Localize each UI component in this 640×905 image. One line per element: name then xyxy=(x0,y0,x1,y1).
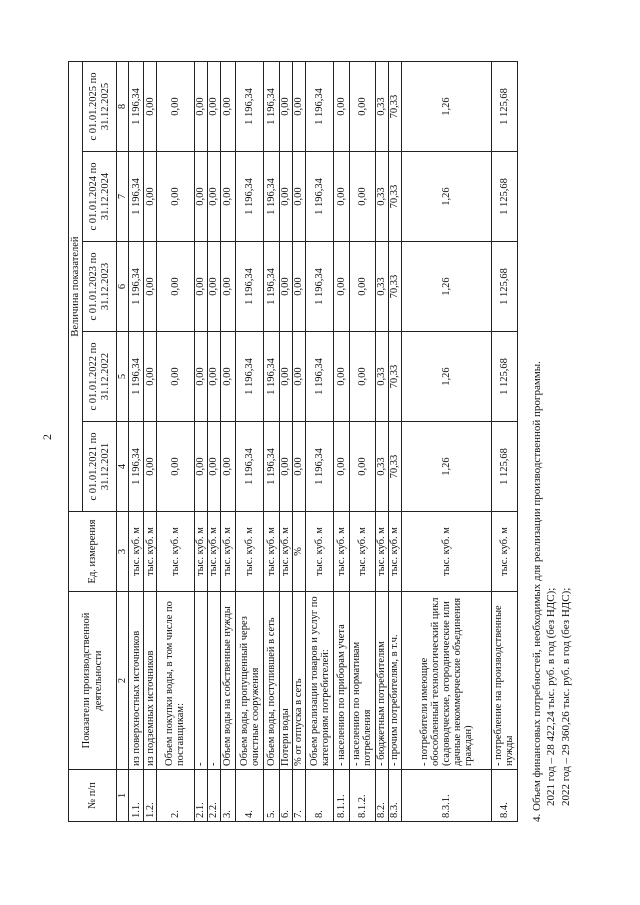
table-row xyxy=(305,62,333,822)
table-row xyxy=(402,62,492,822)
row-value: 0,00 xyxy=(292,242,305,332)
row-value: 0,00 xyxy=(220,152,235,242)
row-label: - прочим потребителям, в т.ч. xyxy=(388,592,401,770)
note-line: 2022 год – 29 360,26 тыс. руб. в год (без НДС); xyxy=(559,587,572,806)
row-value: 70,33 xyxy=(388,62,401,152)
column-number: 2 xyxy=(117,592,129,770)
column-number: 6 xyxy=(117,242,129,332)
row-label: - потребление на производственные нужды xyxy=(491,592,517,770)
row-number: 8.3.1. xyxy=(402,770,492,822)
header-num: № п/п xyxy=(69,770,117,822)
table-row xyxy=(292,62,305,822)
row-value: 70,33 xyxy=(388,422,401,512)
row-unit: тыс. куб. м xyxy=(491,512,517,592)
row-label: - xyxy=(194,592,207,770)
row-value: 1,26 xyxy=(402,62,492,152)
row-unit: тыс. куб. м xyxy=(220,512,235,592)
row-label: Объем реализации товаров и услуг по категориям потребителей: xyxy=(305,592,333,770)
header-period: с 01.01.2024 по 31.12.2024 xyxy=(83,152,117,242)
row-value: 0,33 xyxy=(375,422,388,512)
row-value: 1 196,34 xyxy=(305,332,333,422)
row-unit: тыс. куб. м xyxy=(264,512,279,592)
row-label: из поверхностных источников xyxy=(129,592,144,770)
row-value: 0,00 xyxy=(157,422,194,512)
row-label: % от отпуска в сеть xyxy=(292,592,305,770)
row-value: 0,00 xyxy=(220,242,235,332)
row-value: 0,00 xyxy=(349,152,375,242)
row-value: 0,00 xyxy=(279,422,292,512)
row-number: 8.3. xyxy=(388,770,401,822)
row-number: 8.4. xyxy=(491,770,517,822)
row-label: Объем воды, пропущенный через очистные сооружения xyxy=(236,592,264,770)
row-value: 0,00 xyxy=(279,152,292,242)
rotated-content xyxy=(68,62,572,822)
row-value: 1 196,34 xyxy=(129,242,144,332)
row-value: 0,00 xyxy=(157,332,194,422)
table-row xyxy=(220,62,235,822)
row-value: 0,00 xyxy=(144,152,157,242)
row-unit: тыс. куб. м xyxy=(129,512,144,592)
row-value: 1 196,34 xyxy=(264,62,279,152)
page-number: 2 xyxy=(40,434,54,440)
row-number: 8.2. xyxy=(375,770,388,822)
row-value: 0,33 xyxy=(375,242,388,332)
row-number: 8.1.1. xyxy=(334,770,349,822)
row-value: 0,33 xyxy=(375,152,388,242)
row-value: 1 196,34 xyxy=(264,152,279,242)
row-value: 1 196,34 xyxy=(236,332,264,422)
row-label: Объем покупки воды, в том числе по поставщикам: xyxy=(157,592,194,770)
row-value: 0,00 xyxy=(220,62,235,152)
row-value: 0,00 xyxy=(220,422,235,512)
row-unit: тыс. куб. м xyxy=(236,512,264,592)
row-value: 1 196,34 xyxy=(305,152,333,242)
row-value: 1,26 xyxy=(402,422,492,512)
row-value: 0,00 xyxy=(207,422,220,512)
row-value: 0,00 xyxy=(334,62,349,152)
row-value: 0,00 xyxy=(144,62,157,152)
table-row xyxy=(129,62,144,822)
header-unit: Ед. измерения xyxy=(69,512,117,592)
note-line: 2021 год – 28 422,24 тыс. руб. в год (без НДС); xyxy=(545,587,558,806)
row-value: 0,00 xyxy=(279,332,292,422)
row-value: 0,00 xyxy=(349,62,375,152)
row-value: 1,26 xyxy=(402,242,492,332)
row-value: 0,00 xyxy=(220,332,235,422)
column-number: 8 xyxy=(117,62,129,152)
row-label: Потери воды xyxy=(279,592,292,770)
row-value: 0,00 xyxy=(334,242,349,332)
row-value: 0,00 xyxy=(292,422,305,512)
row-value: 0,00 xyxy=(194,332,207,422)
row-unit: тыс. куб. м xyxy=(305,512,333,592)
row-value: 0,00 xyxy=(207,62,220,152)
row-unit: тыс. куб. м xyxy=(402,512,492,592)
row-value: 0,00 xyxy=(292,62,305,152)
row-number: 3. xyxy=(220,770,235,822)
row-value: 1 196,34 xyxy=(264,242,279,332)
header-period: с 01.01.2023 по 31.12.2023 xyxy=(83,242,117,332)
row-value: 0,00 xyxy=(207,242,220,332)
row-number: 1.1. xyxy=(129,770,144,822)
row-value: 1 196,34 xyxy=(305,422,333,512)
row-value: 0,00 xyxy=(334,332,349,422)
row-number: 8.1.2. xyxy=(349,770,375,822)
column-number: 3 xyxy=(117,512,129,592)
row-value: 0,00 xyxy=(279,62,292,152)
row-value: 0,00 xyxy=(292,332,305,422)
row-unit: тыс. куб. м xyxy=(375,512,388,592)
table-row xyxy=(334,62,349,822)
row-value: 0,33 xyxy=(375,62,388,152)
row-value: 1 125,68 xyxy=(491,422,517,512)
row-value: 0,00 xyxy=(334,152,349,242)
column-number: 4 xyxy=(117,422,129,512)
row-value: 0,00 xyxy=(157,62,194,152)
row-unit: тыс. куб. м xyxy=(207,512,220,592)
row-value: 0,00 xyxy=(194,62,207,152)
table-row xyxy=(157,62,194,822)
row-value: 0,00 xyxy=(207,152,220,242)
table-row xyxy=(264,62,279,822)
row-value: 0,00 xyxy=(207,332,220,422)
row-value: 1 196,34 xyxy=(129,422,144,512)
column-number: 5 xyxy=(117,332,129,422)
row-value: 70,33 xyxy=(388,242,401,332)
row-number: 6. xyxy=(279,770,292,822)
row-unit: тыс. куб. м xyxy=(334,512,349,592)
header-values-group: Величина показателей xyxy=(69,62,83,512)
row-unit: тыс. куб. м xyxy=(349,512,375,592)
table-row xyxy=(194,62,207,822)
row-number: 5. xyxy=(264,770,279,822)
production-indicators-table xyxy=(68,61,518,822)
column-number: 7 xyxy=(117,152,129,242)
row-value: 1 196,34 xyxy=(236,242,264,332)
row-value: 1 125,68 xyxy=(491,152,517,242)
row-value: 1 196,34 xyxy=(129,62,144,152)
row-unit: % xyxy=(292,512,305,592)
row-value: 1 125,68 xyxy=(491,332,517,422)
row-value: 0,00 xyxy=(349,422,375,512)
row-value: 0,00 xyxy=(279,242,292,332)
row-number: 2.1. xyxy=(194,770,207,822)
row-value: 1 196,34 xyxy=(305,62,333,152)
table-body xyxy=(129,62,518,822)
row-label: - населению по нормативам потребления xyxy=(349,592,375,770)
row-value: 70,33 xyxy=(388,332,401,422)
row-number: 8. xyxy=(305,770,333,822)
row-unit: тыс. куб. м xyxy=(144,512,157,592)
row-value: 1 125,68 xyxy=(491,62,517,152)
financial-note xyxy=(530,62,573,822)
row-value: 0,00 xyxy=(144,422,157,512)
row-number: 4. xyxy=(236,770,264,822)
header-period: с 01.01.2025 по 31.12.2025 xyxy=(83,62,117,152)
row-value: 1 196,34 xyxy=(264,422,279,512)
row-label: из подземных источников xyxy=(144,592,157,770)
table-row xyxy=(144,62,157,822)
row-value: 0,00 xyxy=(292,152,305,242)
row-unit: тыс. куб. м xyxy=(388,512,401,592)
row-value: 0,00 xyxy=(157,152,194,242)
row-value: 0,00 xyxy=(194,242,207,332)
table-row xyxy=(349,62,375,822)
row-value: 0,00 xyxy=(194,152,207,242)
row-value: 1 196,34 xyxy=(236,422,264,512)
row-value: 0,00 xyxy=(144,332,157,422)
row-value: 0,33 xyxy=(375,332,388,422)
table-row xyxy=(388,62,401,822)
row-number: 2.2. xyxy=(207,770,220,822)
row-value: 1 196,34 xyxy=(236,152,264,242)
row-label: Объем воды на собственные нужды xyxy=(220,592,235,770)
row-value: 1 196,34 xyxy=(129,332,144,422)
row-value: 0,00 xyxy=(349,332,375,422)
row-value: 0,00 xyxy=(144,242,157,332)
row-label: Объем воды, поступившей в сеть xyxy=(264,592,279,770)
row-unit: тыс. куб. м xyxy=(194,512,207,592)
row-value: 1,26 xyxy=(402,152,492,242)
row-value: 1 196,34 xyxy=(129,152,144,242)
header-period: с 01.01.2021 по 31.12.2021 xyxy=(83,422,117,512)
row-value: 1 125,68 xyxy=(491,242,517,332)
header-period: с 01.01.2022 по 31.12.2022 xyxy=(83,332,117,422)
note-heading: 4. Объем финансовых потребностей, необходимых для реализации производственной программы. xyxy=(531,361,543,822)
row-unit: тыс. куб. м xyxy=(157,512,194,592)
row-unit: тыс. куб. м xyxy=(279,512,292,592)
table-row xyxy=(491,62,517,822)
row-value: 1 196,34 xyxy=(264,332,279,422)
row-value: 1 196,34 xyxy=(305,242,333,332)
row-value: 0,00 xyxy=(157,242,194,332)
row-value: 0,00 xyxy=(194,422,207,512)
row-label: - бюджетным потребителям xyxy=(375,592,388,770)
table-row xyxy=(236,62,264,822)
table-row xyxy=(279,62,292,822)
row-number: 1.2. xyxy=(144,770,157,822)
table-row xyxy=(375,62,388,822)
row-number: 2. xyxy=(157,770,194,822)
table-row xyxy=(207,62,220,822)
row-value: 1 196,34 xyxy=(236,62,264,152)
row-label: - населению по приборам учета xyxy=(334,592,349,770)
row-label: - потребители имеющие обособленный технологический цикл (садоводческие, огороднические или дачные некоммерческие объединения граждан) xyxy=(402,592,492,770)
column-number: 1 xyxy=(117,770,129,822)
header-indicator: Показатели производственной деятельности xyxy=(69,592,117,770)
row-value: 0,00 xyxy=(349,242,375,332)
row-value: 70,33 xyxy=(388,152,401,242)
row-value: 0,00 xyxy=(334,422,349,512)
row-value: 1,26 xyxy=(402,332,492,422)
row-number: 7. xyxy=(292,770,305,822)
row-label: - xyxy=(207,592,220,770)
